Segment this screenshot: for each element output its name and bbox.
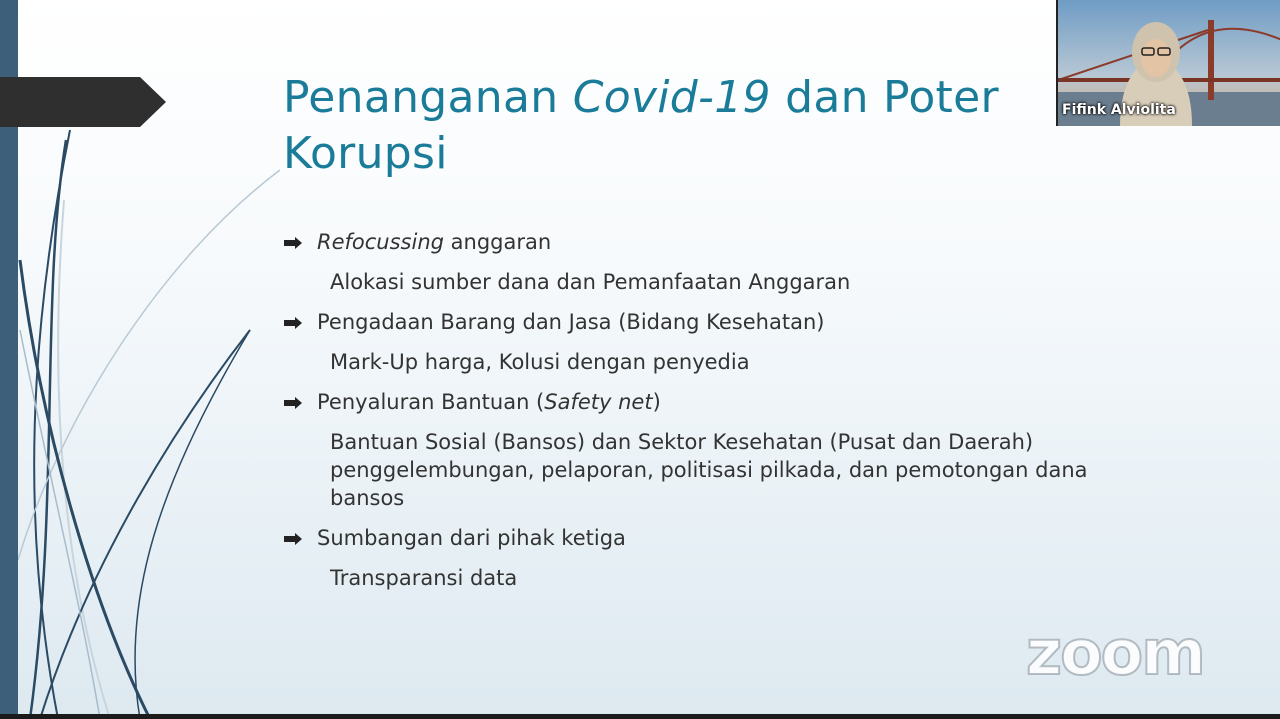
bullet-sub-text: Alokasi sumber dana dan Pemanfaatan Anggaran — [330, 270, 851, 294]
title-arrow-shape — [0, 77, 166, 127]
participant-video-tile[interactable] — [1056, 0, 1280, 126]
bullet-item: Sumbangan dari pihak ketiga — [284, 522, 1214, 554]
arrow-bullet-icon — [284, 397, 302, 409]
bullet-sub-text: Mark-Up harga, Kolusi dengan penyedia — [330, 350, 750, 374]
arrow-bullet-icon — [284, 533, 302, 545]
arrow-bullet-icon — [284, 237, 302, 249]
bullet-item: Penyaluran Bantuan (Safety net) — [284, 386, 1214, 418]
bullet-item: Refocussing anggaran — [284, 226, 1214, 258]
arrow-bullet-icon — [284, 317, 302, 329]
zoom-watermark-logo: zoom — [1026, 616, 1204, 689]
bullet-sub-text: Transparansi data — [330, 566, 518, 590]
bullet-sub-text: Bantuan Sosial (Bansos) dan Sektor Kesehatan (Pusat dan Daerah) penggelembungan, pelaporan, politisasi pilkada, dan pemotongan dana bansos — [330, 430, 1088, 510]
bullet-item: Pengadaan Barang dan Jasa (Bidang Kesehatan) — [284, 306, 1214, 338]
bullet-list — [284, 226, 1214, 602]
bottom-edge — [0, 714, 1280, 719]
slide-title-line-2: Korupsi — [283, 128, 448, 179]
slide-title — [283, 70, 1063, 182]
slide-title-line-1: Penanganan Covid-19 dan Poter — [283, 72, 999, 123]
participant-name: Fifink Alviolita — [1062, 102, 1176, 118]
